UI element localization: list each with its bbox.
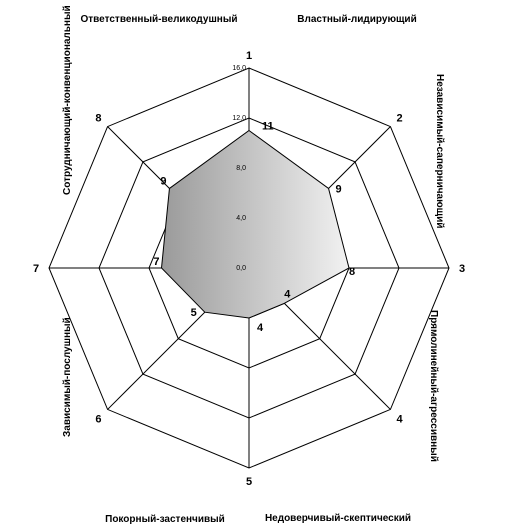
axis-label-4: 4 xyxy=(396,413,403,426)
value-label-5: 4 xyxy=(256,322,264,334)
axis-label-6: 6 xyxy=(95,413,102,426)
axis-label-5: 5 xyxy=(245,476,253,488)
value-label-1: 11 xyxy=(262,120,274,133)
octant-label-5: Покорный-застенчивый xyxy=(105,514,225,525)
value-label-6: 5 xyxy=(190,307,197,320)
series-polygon xyxy=(162,131,350,319)
axis-label-3: 3 xyxy=(458,263,466,275)
tick-label: 16,0 xyxy=(232,65,246,72)
axis-label-8: 8 xyxy=(95,112,102,125)
value-label-2: 9 xyxy=(335,183,342,196)
tick-label: 4,0 xyxy=(236,215,246,222)
octant-label-6: Зависимый-послушный xyxy=(62,317,73,437)
tick-label: 8,0 xyxy=(236,165,246,172)
axis-label-7: 7 xyxy=(32,263,40,275)
value-label-3: 8 xyxy=(349,266,356,278)
axis-label-2: 2 xyxy=(396,112,403,125)
octant-label-7: Сотрудничающий-конвенциональный xyxy=(62,5,73,195)
value-label-7: 7 xyxy=(153,256,160,268)
tick-label: 0,0 xyxy=(236,265,246,272)
octant-label-2: Независимый-саперничающий xyxy=(434,74,445,229)
axis-label-1: 1 xyxy=(245,50,253,62)
tick-label: 12,0 xyxy=(232,115,246,122)
octant-label-4: Недоверчивый-скептический xyxy=(264,513,412,524)
value-label-8: 9 xyxy=(160,175,167,188)
value-label-4: 4 xyxy=(284,288,291,301)
octant-label-3: Прямолинейный-агрессивный xyxy=(428,310,439,462)
octant-label-1: Властный-лидирующий xyxy=(297,14,417,25)
octant-label-8: Ответственный-великодушный xyxy=(80,14,238,25)
